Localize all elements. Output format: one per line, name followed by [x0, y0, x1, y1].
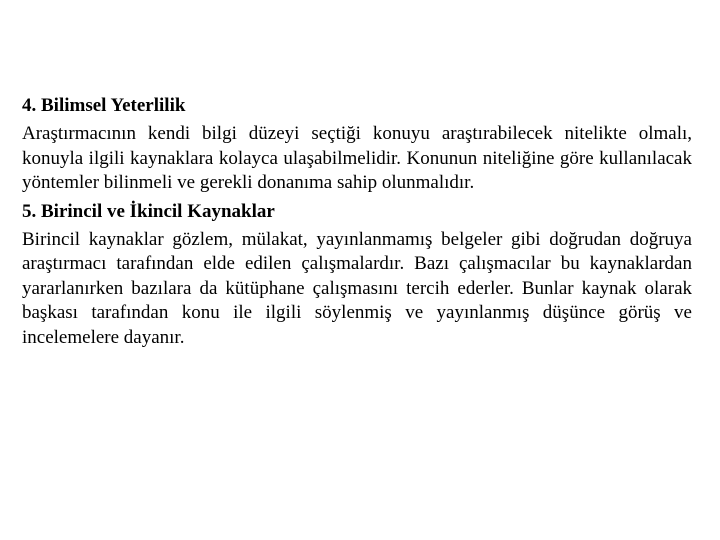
- section-paragraph: Birincil kaynaklar gözlem, mülakat, yayınlanmamış belgeler gibi doğrudan doğruya araştırmacı tarafından elde edilen çalışmalardır. Bazı çalışmacılar bu kaynaklardan yararlanırken bazılara da kütüphane çalışmasını tercih ederler. Bunlar kaynak olarak başkası tarafından konu ile ilgili söylenmiş ve yayınlanmış düşünce görüş ve incelemelere dayanır.: [22, 229, 692, 348]
- section-paragraph: Araştırmacının kendi bilgi düzeyi seçtiği konuyu araştırabilecek nitelikte olmalı, konuyla ilgili kaynaklara kolayca ulaşabilmelidir. Konunun niteliğine göre kullanılacak yöntemler bilinmeli ve gerekli donanıma sahip olunmalıdır.: [22, 123, 692, 194]
- section-title: 5. Birincil ve İkincil Kaynaklar: [22, 200, 275, 222]
- slide-content: [22, 94, 692, 354]
- section-bilimsel-yeterlilik: [22, 94, 692, 196]
- section-title: 4. Bilimsel Yeterlilik: [22, 95, 186, 116]
- section-birincil-ikincil-kaynaklar: [22, 200, 692, 350]
